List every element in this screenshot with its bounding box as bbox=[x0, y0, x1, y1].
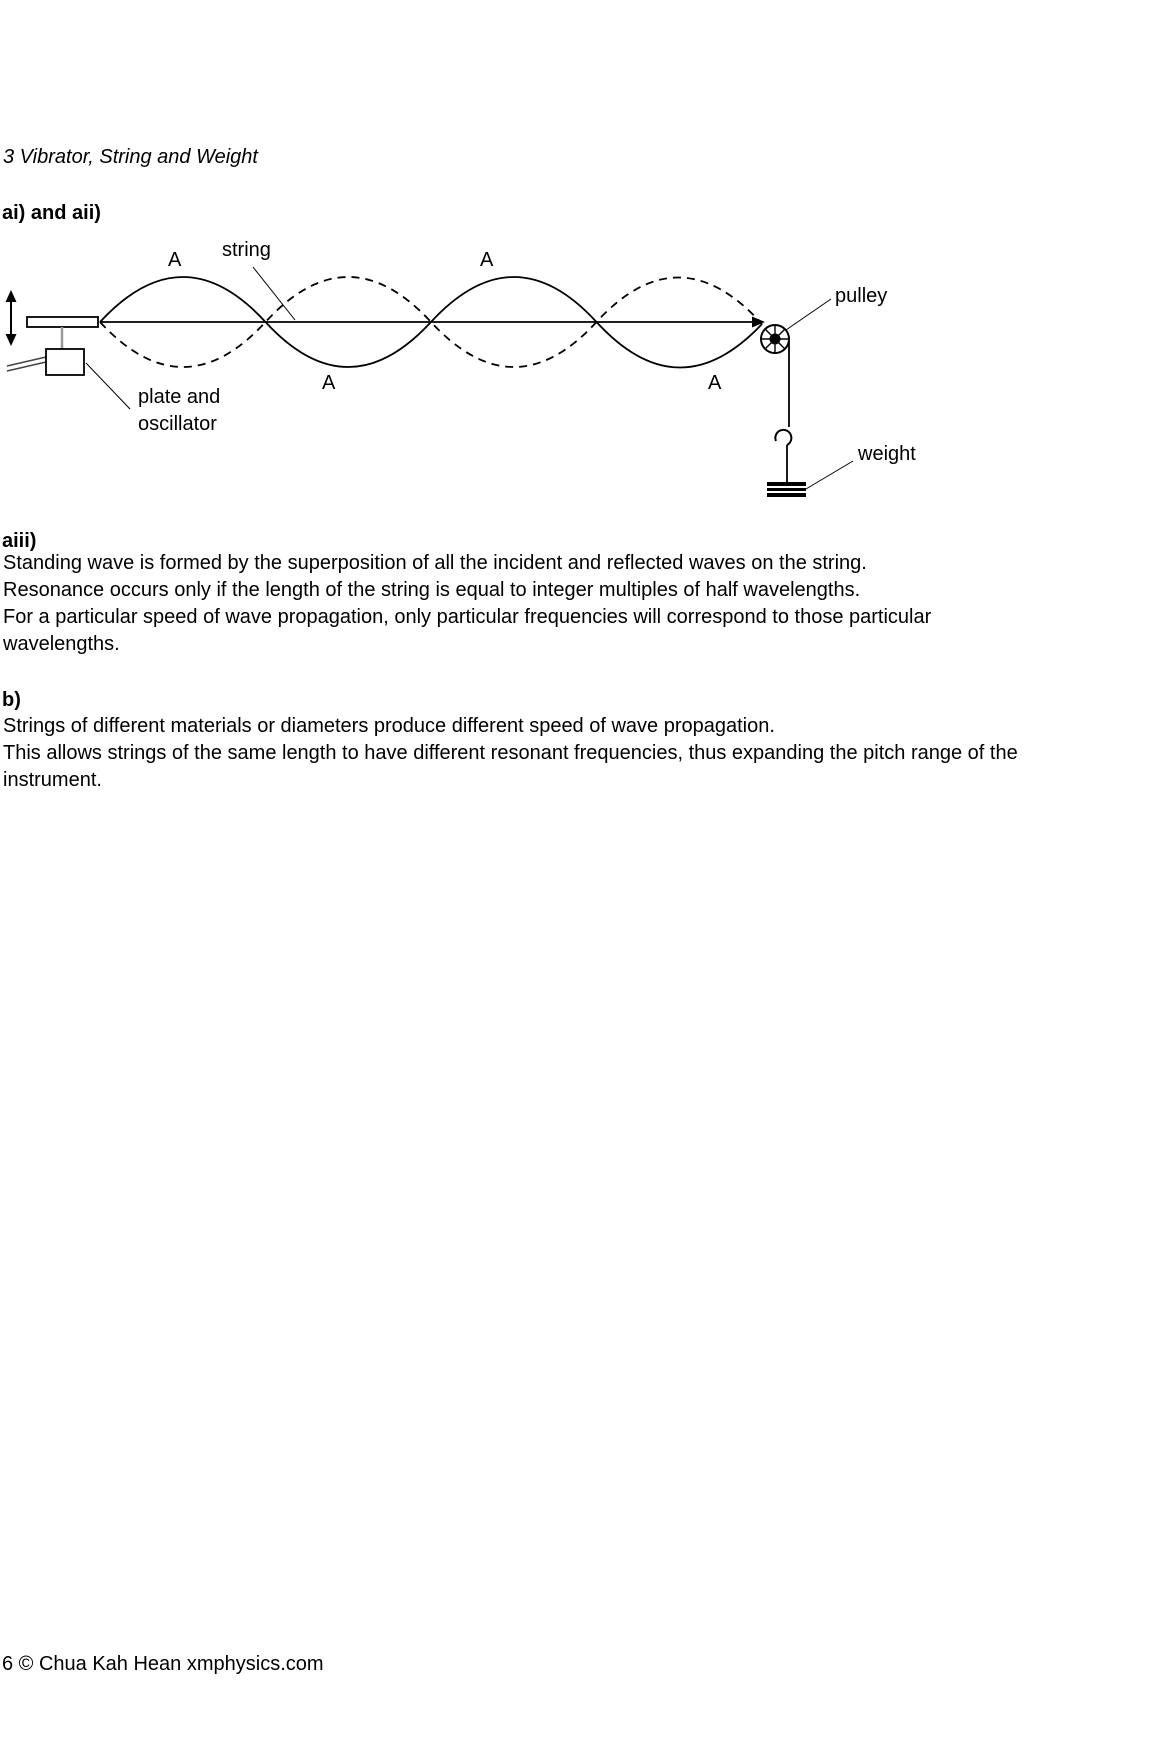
antinode-label-top-2: A bbox=[480, 249, 494, 271]
antinode-label-bottom-1: A bbox=[322, 372, 336, 394]
section-b-paragraph bbox=[3, 713, 1018, 794]
plate-oscillator-label-line2: oscillator bbox=[138, 413, 217, 435]
paragraph-line: Resonance occurs only if the length of the string is equal to integer multiples of half wavelengths. bbox=[3, 579, 861, 601]
page-footer: 6 © Chua Kah Hean xmphysics.com bbox=[2, 1653, 324, 1675]
paragraph-line: Strings of different materials or diameters produce different speed of wave propagation. bbox=[3, 715, 775, 737]
antinode-label-bottom-2: A bbox=[708, 372, 722, 394]
paragraph-line: For a particular speed of wave propagation, only particular frequencies will correspond to those particular bbox=[3, 606, 932, 628]
section-a3-heading: aiii) bbox=[2, 530, 37, 552]
weight-icon bbox=[767, 482, 806, 497]
oscillator-box bbox=[46, 349, 84, 375]
weight-label-leader bbox=[806, 461, 853, 489]
string-label: string bbox=[222, 239, 271, 261]
antinode-label-top-1: A bbox=[168, 249, 182, 271]
section-b-heading: b) bbox=[2, 689, 21, 711]
oscillator-wires bbox=[7, 357, 46, 371]
section-a12-heading: ai) and aii) bbox=[2, 202, 101, 224]
section-a3-paragraph bbox=[3, 550, 931, 658]
string-label-leader bbox=[253, 267, 295, 320]
hook-icon bbox=[775, 430, 791, 445]
paragraph-line: This allows strings of the same length to have different resonant frequencies, thus expanding the pitch range of the bbox=[3, 742, 1018, 764]
pulley-label: pulley bbox=[835, 285, 888, 307]
plate-label-leader bbox=[86, 363, 130, 409]
paragraph-line: instrument. bbox=[3, 769, 102, 791]
standing-wave-diagram bbox=[0, 0, 1000, 520]
vibrator-plate bbox=[27, 317, 98, 327]
pulley-icon bbox=[761, 325, 789, 353]
oscillation-arrow-icon bbox=[6, 290, 17, 346]
paragraph-line: Standing wave is formed by the superposition of all the incident and reflected waves on the string. bbox=[3, 552, 867, 574]
paragraph-line: wavelengths. bbox=[3, 633, 120, 655]
string-line bbox=[100, 317, 765, 328]
page-title: 3 Vibrator, String and Weight bbox=[3, 146, 258, 168]
plate-oscillator-label-line1: plate and bbox=[138, 386, 221, 408]
weight-label: weight bbox=[858, 443, 916, 465]
pulley-label-leader bbox=[786, 299, 831, 330]
